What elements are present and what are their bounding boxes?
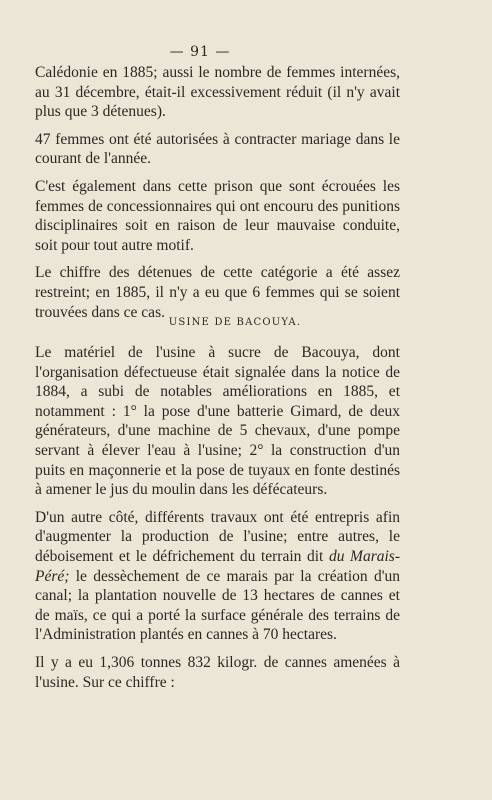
upper-text-section — [35, 63, 400, 330]
paragraph-travaux-start: D'un autre côté, différents travaux ont été entrepris afin d'augmenter la production de l'usine; entre autres, le déboisement et le défrichement du terrain dit — [35, 508, 400, 565]
paragraph-tonnes: Il y a eu 1,306 tonnes 832 kilogr. de cannes amenées à l'usine. Sur ce chiffre : — [35, 653, 400, 691]
paragraph-materiel: Le matériel de l'usine à sucre de Bacouya, dont l'organisation défectueuse était signalée dans la notice de 1884, a subi de notables améliorations en 1885, et notamment : 1° la pose d'une batterie Gimard, de deux générateurs, d'une machine de 5 chevaux, d'une pompe servant à élever l'eau à l'usine; 2° la construction d'un puits en maçonnerie et la pose de tuyaux en fonte destinés à amener le jus du moulin dans les défécateurs. — [35, 344, 400, 499]
lower-text-section — [35, 343, 400, 700]
paragraph-mariage: 47 femmes ont été autorisées à contracter mariage dans le courant de l'année. — [35, 130, 400, 168]
paragraph-travaux-italic: du Marais-Péré; — [35, 547, 400, 585]
paragraph-travaux-end: le dessèchement de ce marais par la création d'un canal; la plantation nouvelle de 13 hectares de cannes et de maïs, ce qui a porté la surface générale des terrains de l'Administration plantés en cannes à 70 hectares. — [35, 567, 400, 644]
paragraph-prison: C'est également dans cette prison que sont écrouées les femmes de concessionnaires qui ont encouru des punitions disciplinaires soit en raison de leur mauvaise conduite, soit pour tout autre motif. — [35, 177, 400, 254]
paragraph-detenues: Le chiffre des détenues de cette catégorie a été assez restreint; en 1885, il n'y a eu que 6 femmes qui se soient trouvées dans ce cas. — [35, 264, 400, 321]
paragraph-caledonie: Calédonie en 1885; aussi le nombre de femmes internées, au 31 décembre, était-il excessivement réduit (il n'y avait plus que 3 détenues). — [35, 64, 400, 121]
section-heading: USINE DE BACOUYA. — [168, 317, 302, 328]
page-number: — 91 — — [169, 44, 231, 60]
paragraph-travaux — [35, 508, 400, 645]
